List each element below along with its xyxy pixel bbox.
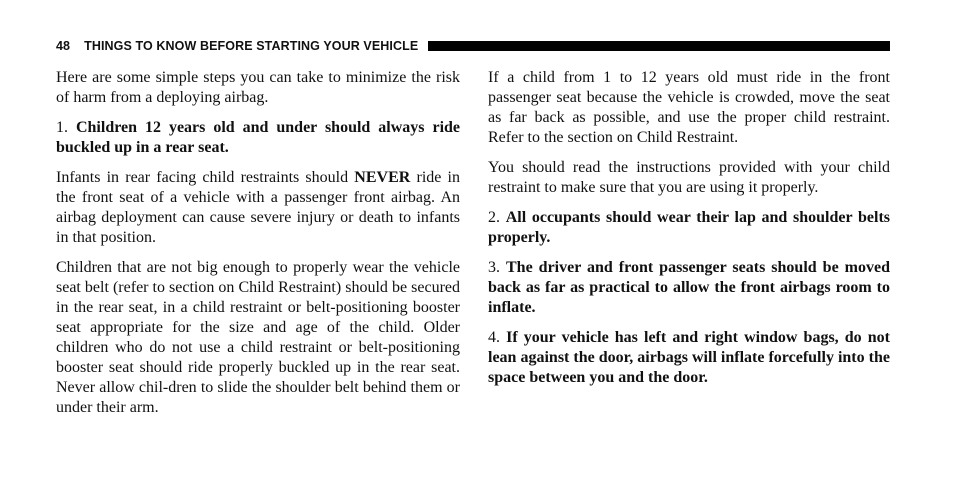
step-1-number: 1. [56,119,68,136]
step-1 [56,118,460,158]
instructions-paragraph: You should read the instructions provided with your child restraint to make sure that you are using it properly. [488,159,890,196]
step-3-text: The driver and front passenger seats should be moved back as far as practical to allow the front airbags room to inflate. [488,259,890,316]
step-2-number: 2. [488,209,500,226]
step-3-number: 3. [488,259,500,276]
page-header [56,37,890,55]
front-seat-paragraph: If a child from 1 to 12 years old must ride in the front passenger seat because the vehicle is crowded, move the seat as far back as possible, and use the proper child restraint. Refer to the section on Child Restraint. [488,69,890,146]
step-4-text: If your vehicle has left and right window bags, do not lean against the door, airbags will inflate forcefully into the space between you and the door. [488,329,891,386]
infants-text-after: ride in the front seat of a vehicle with a passenger front airbag. An airbag deployment can cause severe injury or death to infants in that position. [56,169,460,246]
step-4 [488,328,890,388]
step-1-text: Children 12 years old and under should always ride buckled up in a rear seat. [56,119,461,156]
step-2 [488,208,890,248]
step-3 [488,258,890,318]
right-column [488,68,890,398]
left-column [56,68,460,428]
step-4-number: 4. [488,329,500,346]
infants-paragraph [56,168,460,248]
children-paragraph: Children that are not big enough to properly wear the vehicle seat belt (refer to section on Child Restraint) should be secured in the rear seat, in a child restraint or belt-positioning booster seat appropriate for the size and age of the child. Older children who do not use a child restraint or belt-positioning booster seat should ride properly buckled up in the rear seat. Never allow chil-dren to slide the shoulder belt behind them or under their arm. [56,259,460,416]
header-rule [428,41,890,51]
step-2-text: All occupants should wear their lap and shoulder belts properly. [488,209,891,246]
intro-paragraph: Here are some simple steps you can take to minimize the risk of harm from a deploying airbag. [56,69,460,106]
never-emphasis: NEVER [354,169,411,186]
page-number: 48 [56,39,71,53]
infants-text-before: Infants in rear facing child restraints should [56,169,355,186]
section-title: THINGS TO KNOW BEFORE STARTING YOUR VEHICLE [84,39,419,53]
